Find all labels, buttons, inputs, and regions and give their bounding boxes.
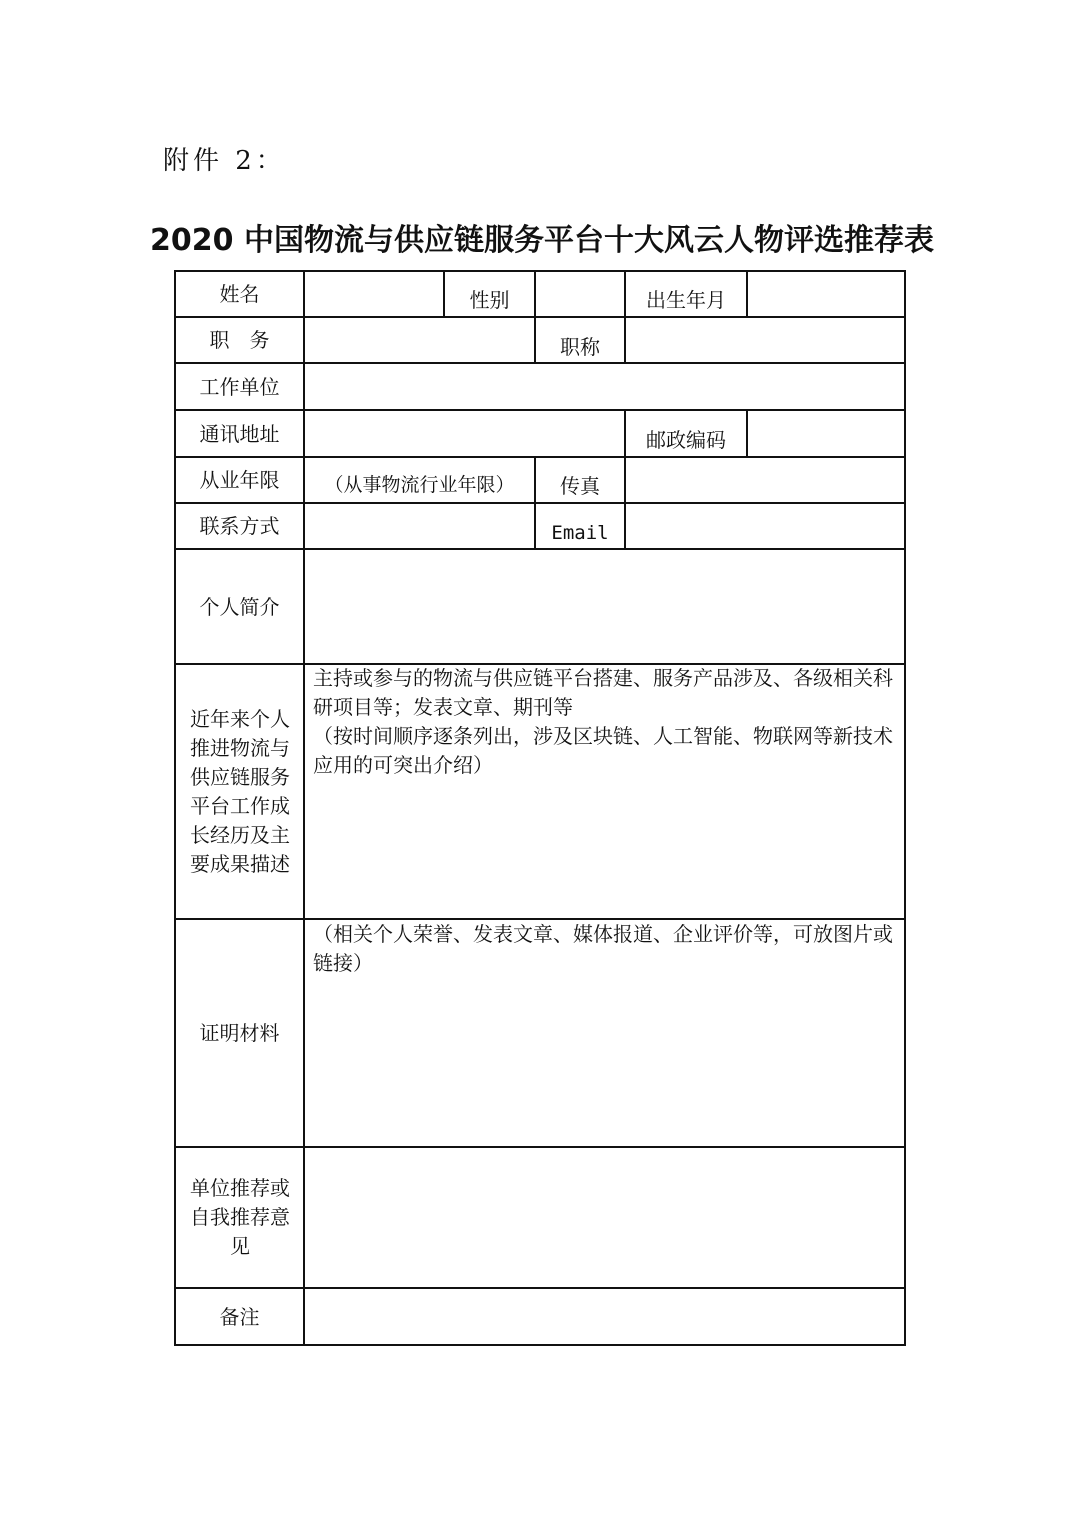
position-label: 职 务 [209,328,270,352]
form-title: 2020 中国物流与供应链服务平台十大风云人物评选推荐表 [150,223,934,258]
postcode-label: 邮政编码 [646,427,726,452]
bio-label: 个人简介 [199,594,280,619]
birth-field[interactable] [748,272,904,316]
evidence-field[interactable] [313,920,899,978]
years-label: 从业年限 [199,468,280,492]
years-hint[interactable]: （从事物流行业年限） [324,474,515,496]
attachment-label: 附件 2： [163,146,286,176]
gender-field[interactable] [536,272,624,316]
birth-label: 出生年月 [646,288,726,312]
address-label: 通讯地址 [199,421,280,446]
title-rank-field[interactable] [626,318,904,362]
achievements-field[interactable] [313,664,899,780]
recommendation-label [184,1148,296,1287]
position-field[interactable] [305,318,534,362]
email-label: Email [551,522,609,544]
remarks-field[interactable] [305,1289,904,1344]
contact-field[interactable] [305,504,534,548]
recommendation-field[interactable] [305,1148,904,1287]
employer-label: 工作单位 [199,374,280,399]
gender-label: 性别 [469,288,510,312]
title-rank-label: 职称 [560,335,600,359]
achievements-label [184,665,296,918]
evidence-hint: （相关个人荣誉、发表文章、媒体报道、企业评价等，可放图片或链接） [313,922,893,975]
table-border-bottom [174,1344,906,1346]
bio-field[interactable] [305,550,904,663]
achievements-hint-main: 主持或参与的物流与供应链平台搭建、服务产品涉及、各级相关科研项目等；发表文章、期刊等 [313,666,893,719]
name-field[interactable] [305,272,443,316]
remarks-label: 备注 [219,1304,260,1329]
employer-field[interactable] [305,364,904,409]
address-field[interactable] [305,411,624,456]
achievements-label-text: 近年来个人推进物流与供应链服务平台工作成长经历及主要成果描述 [190,706,290,876]
fax-field[interactable] [626,458,904,502]
achievements-hint-note: （按时间顺序逐条列出，涉及区块链、人工智能、物联网等新技术应用的可突出介绍） [313,724,893,777]
recommendation-label-text: 单位推荐或自我推荐意见 [190,1176,290,1258]
fax-label: 传真 [560,474,600,498]
postcode-field[interactable] [748,411,904,456]
contact-label: 联系方式 [199,514,280,538]
name-label: 姓名 [219,282,260,306]
table-border-right [904,270,906,1346]
email-field[interactable] [626,504,904,548]
evidence-label: 证明材料 [199,1021,280,1045]
